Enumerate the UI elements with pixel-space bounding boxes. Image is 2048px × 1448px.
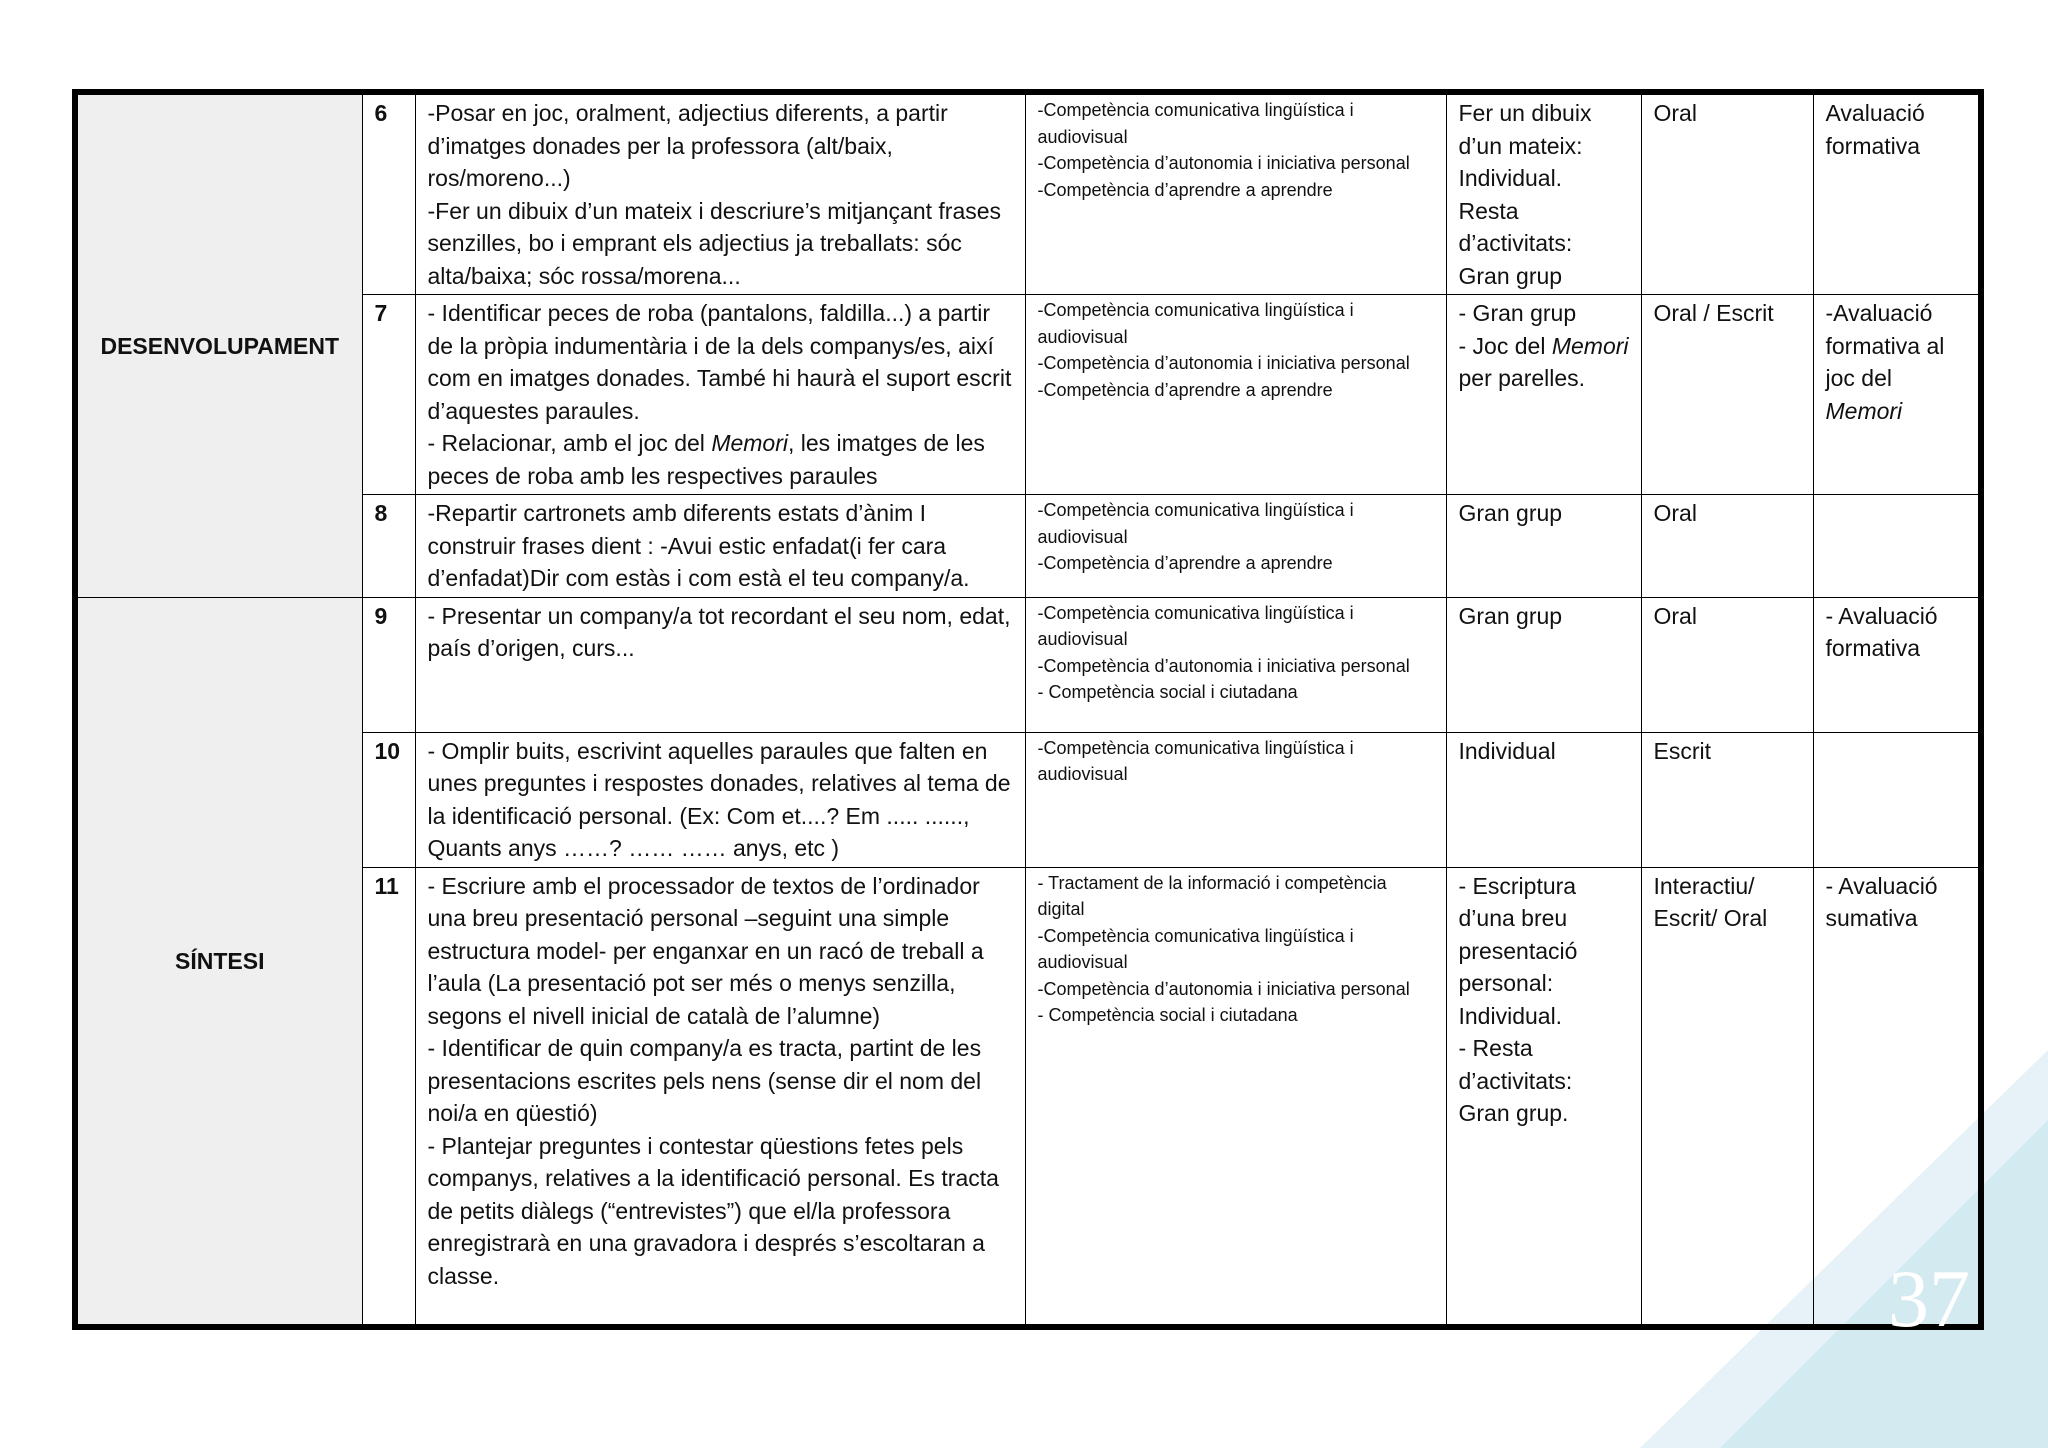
grouping: Fer un dibuix d’un mateix: Individual. Resta d’activitats: Gran grup [1446,92,1641,295]
activity-description: - Presentar un company/a tot recordant el seu nom, edat, país d’origen, curs... [415,597,1025,732]
table-row [75,597,1981,732]
mode: Oral [1641,92,1813,295]
table-row [75,92,1981,295]
competences: - Tractament de la informació i competència digital -Competència comunicativa lingüística i audiovisual -Competència d’autonomia i iniciativa personal - Competència social i ciutadana [1025,867,1446,1327]
activities-table [72,89,1984,1330]
activity-description: - Omplir buits, escrivint aquelles paraules que falten en unes preguntes i respostes donades, relatives al tema de la identificació personal. (Ex: Com et....? Em ..... ......, Quants anys ……? …… …… anys, etc ) [415,732,1025,867]
page-number: 37 [1888,1253,1970,1344]
phase-sintesi: SÍNTESI [75,597,362,1327]
activity-description: -Posar en joc, oralment, adjectius diferents, a partir d’imatges donades per la professora (alt/baix, ros/moreno...) -Fer un dibuix d’un mateix i descriure’s mitjançant frases senzilles, bo i emprant els adjectius ja treballats: sóc alta/baixa; sóc rossa/morena... [415,92,1025,295]
evaluation: - Avaluació formativa [1813,597,1981,732]
activity-number: 8 [362,495,415,598]
mode: Oral / Escrit [1641,295,1813,495]
mode: Oral [1641,495,1813,598]
grouping: Gran grup [1446,597,1641,732]
competences: -Competència comunicativa lingüística i audiovisual [1025,732,1446,867]
evaluation: -Avaluació formativa al joc del Memori [1813,295,1981,495]
evaluation: - Avaluació sumativa [1813,867,1981,1327]
activity-description: -Repartir cartronets amb diferents estats d’ànim I construir frases dient : -Avui estic enfadat(i fer cara d’enfadat)Dir com estàs i com està el teu company/a. [415,495,1025,598]
evaluation: Avaluació formativa [1813,92,1981,295]
mode: Oral [1641,597,1813,732]
evaluation [1813,732,1981,867]
mode: Interactiu/ Escrit/ Oral [1641,867,1813,1327]
activity-number: 7 [362,295,415,495]
activity-number: 11 [362,867,415,1327]
grouping: Individual [1446,732,1641,867]
activity-number: 6 [362,92,415,295]
evaluation [1813,495,1981,598]
competences: -Competència comunicativa lingüística i audiovisual -Competència d’aprendre a aprendre [1025,495,1446,598]
competences: -Competència comunicativa lingüística i audiovisual -Competència d’autonomia i iniciativa personal -Competència d’aprendre a aprendre [1025,295,1446,495]
grouping: - Gran grup - Joc del Memori per parelles. [1446,295,1641,495]
mode: Escrit [1641,732,1813,867]
grouping: Gran grup [1446,495,1641,598]
competences: -Competència comunicativa lingüística i audiovisual -Competència d’autonomia i iniciativa personal -Competència d’aprendre a aprendre [1025,92,1446,295]
activity-description: - Identificar peces de roba (pantalons, faldilla...) a partir de la pròpia indumentària i de la dels companys/es, així com en imatges donades. També hi haurà el suport escrit d’aquestes paraules. - Relacionar, amb el joc del Memori, les imatges de les peces de roba amb les respectives paraules [415,295,1025,495]
competences: -Competència comunicativa lingüística i audiovisual -Competència d’autonomia i iniciativa personal - Competència social i ciutadana [1025,597,1446,732]
activity-number: 10 [362,732,415,867]
phase-desenvolupament: DESENVOLUPAMENT [75,92,362,597]
grouping: - Escriptura d’una breu presentació personal: Individual. - Resta d’activitats: Gran grup. [1446,867,1641,1327]
activity-number: 9 [362,597,415,732]
activity-description: - Escriure amb el processador de textos de l’ordinador una breu presentació personal –seguint una simple estructura model- per enganxar en un racó de treball a l’aula (La presentació pot ser més o menys senzilla, segons el nivell inicial de català de l’alumne) - Identificar de quin company/a es tracta, partint de les presentacions escrites pels nens (sense dir el nom del noi/a en qüestió) - Plantejar preguntes i contestar qüestions fetes pels companys, relatives a la identificació personal. Es tracta de petits diàlegs (“entrevistes”) que el/la professora enregistrarà en una gravadora i després s’escoltaran a classe. [415,867,1025,1327]
